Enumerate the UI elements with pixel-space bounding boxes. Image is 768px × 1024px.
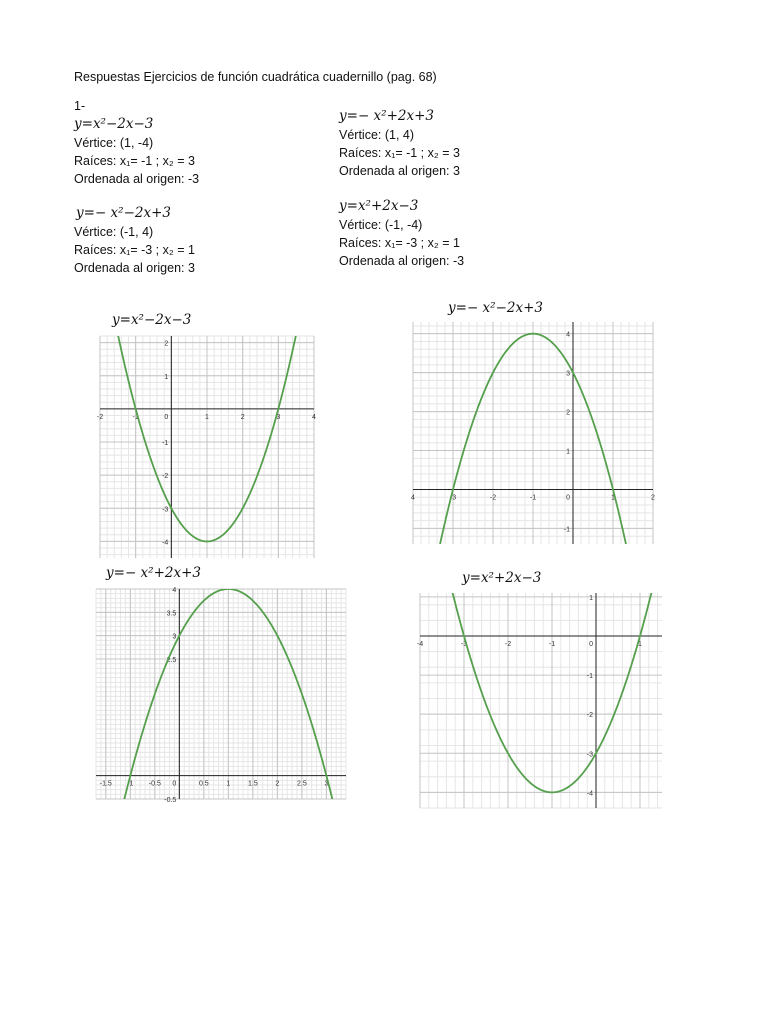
x-tick-label: 2 xyxy=(275,780,280,788)
x-tick-label: 1.5 xyxy=(247,780,258,788)
answer-equation: y=− x²+2x+3 xyxy=(339,108,434,124)
answer-block-1 xyxy=(74,114,199,188)
x-tick-label: -1.5 xyxy=(99,780,112,788)
x-tick-label: -1 xyxy=(132,413,139,421)
graph-title-4: y=x²+2x−3 xyxy=(462,570,542,586)
y-tick-label: 3 xyxy=(172,633,177,641)
y-tick-label: 3.5 xyxy=(166,610,177,618)
answer-vertex: Vértice: (1, 4) xyxy=(339,128,415,142)
answer-block-3 xyxy=(339,106,460,180)
answer-roots: Raíces: x₁= -3 ; x₂ = 1 xyxy=(339,236,460,250)
y-tick-label: -0.5 xyxy=(164,797,177,804)
x-tick-label: 4 xyxy=(312,413,316,421)
y-tick-label: -2 xyxy=(586,712,593,720)
x-tick-label: 1 xyxy=(205,413,209,421)
x-tick-label: 0 xyxy=(172,780,177,788)
answer-vertex: Vértice: (-1, 4) xyxy=(74,225,154,239)
page-title: Respuestas Ejercicios de función cuadrática cuadernillo (pag. 68) xyxy=(74,70,437,84)
y-tick-label: 1 xyxy=(164,373,169,381)
x-tick-label: -3 xyxy=(449,494,457,502)
y-tick-label: -1 xyxy=(563,526,570,534)
x-tick-label: -1 xyxy=(529,494,537,502)
x-tick-label: -3 xyxy=(460,641,468,648)
answer-equation: y=x²+2x−3 xyxy=(339,198,419,214)
x-tick-label: 2.5 xyxy=(297,780,307,788)
y-tick-label: -4 xyxy=(586,790,593,798)
answer-intercept: Ordenada al origen: -3 xyxy=(339,254,465,268)
x-tick-label: 1 xyxy=(611,494,615,502)
x-tick-label: -0.5 xyxy=(148,780,161,788)
graph-1 xyxy=(96,336,316,558)
y-tick-label: -4 xyxy=(162,539,169,547)
y-tick-label: -3 xyxy=(586,751,593,759)
answer-roots: Raíces: x₁= -3 ; x₂ = 1 xyxy=(74,243,195,257)
x-tick-label: 3 xyxy=(324,780,329,788)
x-tick-label: 2 xyxy=(651,494,655,502)
graph-title-3: y=− x²+2x+3 xyxy=(106,565,201,581)
y-tick-label: -2 xyxy=(162,473,169,481)
y-tick-label: 2 xyxy=(164,340,169,348)
answer-intercept: Ordenada al origen: 3 xyxy=(74,261,195,275)
x-tick-label: 0 xyxy=(566,494,570,502)
answer-vertex: Vértice: (-1, -4) xyxy=(339,218,423,232)
y-tick-label: -3 xyxy=(162,506,169,514)
graph-4 xyxy=(416,593,662,808)
y-tick-label: 4 xyxy=(566,331,570,339)
x-tick-label: 1 xyxy=(226,780,231,788)
answer-block-2 xyxy=(76,203,195,277)
x-tick-label: -2 xyxy=(504,641,512,648)
x-tick-label: -1 xyxy=(548,641,556,648)
x-tick-label: -2 xyxy=(489,494,497,502)
x-tick-label: -4 xyxy=(416,641,424,648)
y-tick-label: 3 xyxy=(566,370,570,378)
x-tick-label: -1 xyxy=(127,780,134,788)
y-tick-label: -1 xyxy=(586,673,593,681)
answer-intercept: Ordenada al origen: -3 xyxy=(74,172,200,186)
answer-vertex: Vértice: (1, -4) xyxy=(74,136,154,150)
x-tick-label: 0.5 xyxy=(198,780,209,788)
graph-title-1: y=x²−2x−3 xyxy=(112,312,192,328)
answer-roots: Raíces: x₁= -1 ; x₂ = 3 xyxy=(339,146,460,160)
x-tick-label: 3 xyxy=(276,413,281,421)
answer-roots: Raíces: x₁= -1 ; x₂ = 3 xyxy=(74,154,195,168)
graph-title-2: y=− x²−2x+3 xyxy=(448,300,543,316)
x-tick-label: 1 xyxy=(638,641,642,648)
y-tick-label: 1 xyxy=(566,448,570,456)
section-number: 1- xyxy=(74,99,86,113)
answer-equation: y=x²−2x−3 xyxy=(74,116,154,132)
x-tick-label: -2 xyxy=(96,413,104,421)
x-tick-label: 0 xyxy=(589,641,593,648)
x-tick-label: 2 xyxy=(240,413,245,421)
answer-intercept: Ordenada al origen: 3 xyxy=(339,164,460,178)
y-tick-label: 2 xyxy=(566,409,570,417)
x-tick-label: 4 xyxy=(411,494,415,502)
x-tick-label: 0 xyxy=(164,413,169,421)
y-tick-label: 4 xyxy=(172,587,177,594)
graph-2 xyxy=(413,322,653,544)
answer-block-4 xyxy=(339,196,464,270)
answer-equation: y=− x²−2x+3 xyxy=(76,205,171,221)
graph-3 xyxy=(96,587,346,804)
y-tick-label: 1 xyxy=(589,594,593,602)
y-tick-label: -1 xyxy=(162,440,169,448)
y-tick-label: 2.5 xyxy=(166,657,177,664)
